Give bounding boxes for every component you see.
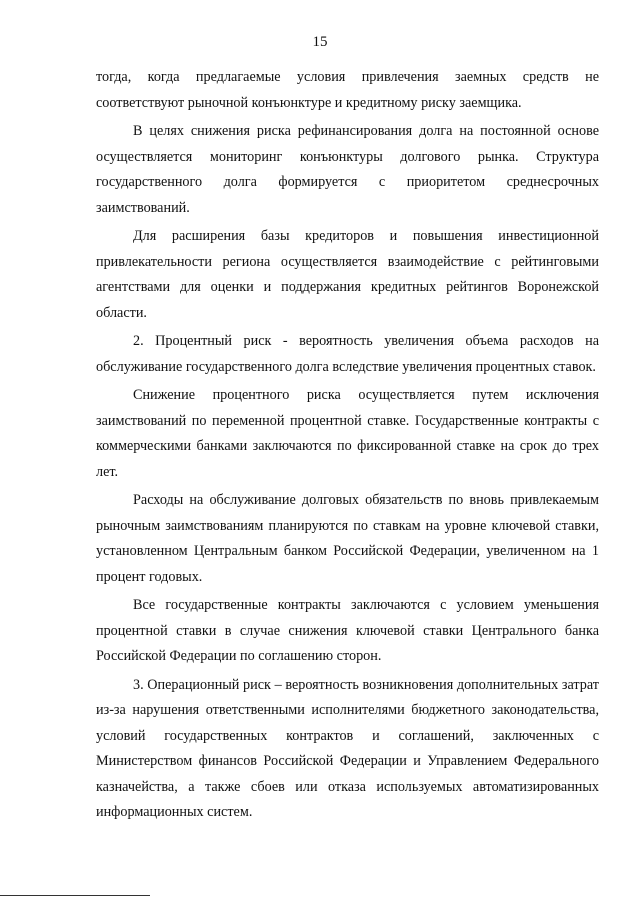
paragraph-debt-service-costs: Расходы на обслуживание долговых обязательств по вновь привлекаемым рыночным заимствованиям планируются по ставкам на уровне ключевой ставки, установленном Центральным банком Российской Федерации, увеличенном на 1 процент годовых. [96,492,599,585]
paragraph-continuation: тогда, когда предлагаемые условия привлечения заемных средств не соответствуют рыночной конъюнктуре и кредитному риску заемщика. [96,69,599,111]
paragraph-state-contracts: Все государственные контракты заключаются с условием уменьшения процентной ставки в случае снижения ключевой ставки Центрального банка Российской Федерации по соглашению сторон. [96,597,599,664]
page-number: 15 [312,34,328,50]
footnote-separator [0,895,150,896]
paragraph-interest-risk-reduction: Снижение процентного риска осуществляется путем исключения заимствований по переменной процентной ставке. Государственные контракты с коммерческими банками заключаются по фиксированной ставке на срок до трех лет. [96,387,599,480]
paragraph-refinancing-risk: В целях снижения риска рефинансирования долга на постоянной основе осуществляется мониторинг конъюнктуры долгового рынка. Структура государственного долга формируется с приоритетом среднесрочных заимствований. [96,123,599,216]
document-body [96,65,599,826]
paragraph-operational-risk: 3. Операционный риск – вероятность возникновения дополнительных затрат из-за нарушения ответственными исполнителями бюджетного законодательства, условий государственных контрактов и соглашений, заключенных с Министерством финансов Российской Федерации и Управлением Федерального казначейства, а также сбоев или отказа используемых автоматизированных информационных систем. [96,676,599,820]
paragraph-creditor-base: Для расширения базы кредиторов и повышения инвестиционной привлекательности региона осуществляется взаимодействие с рейтинговыми агентствами для оценки и поддержания кредитных рейтингов Воронежской области. [96,228,599,321]
paragraph-interest-risk: 2. Процентный риск - вероятность увеличения объема расходов на обслуживание государственного долга вследствие увеличения процентных ставок. [96,333,599,375]
